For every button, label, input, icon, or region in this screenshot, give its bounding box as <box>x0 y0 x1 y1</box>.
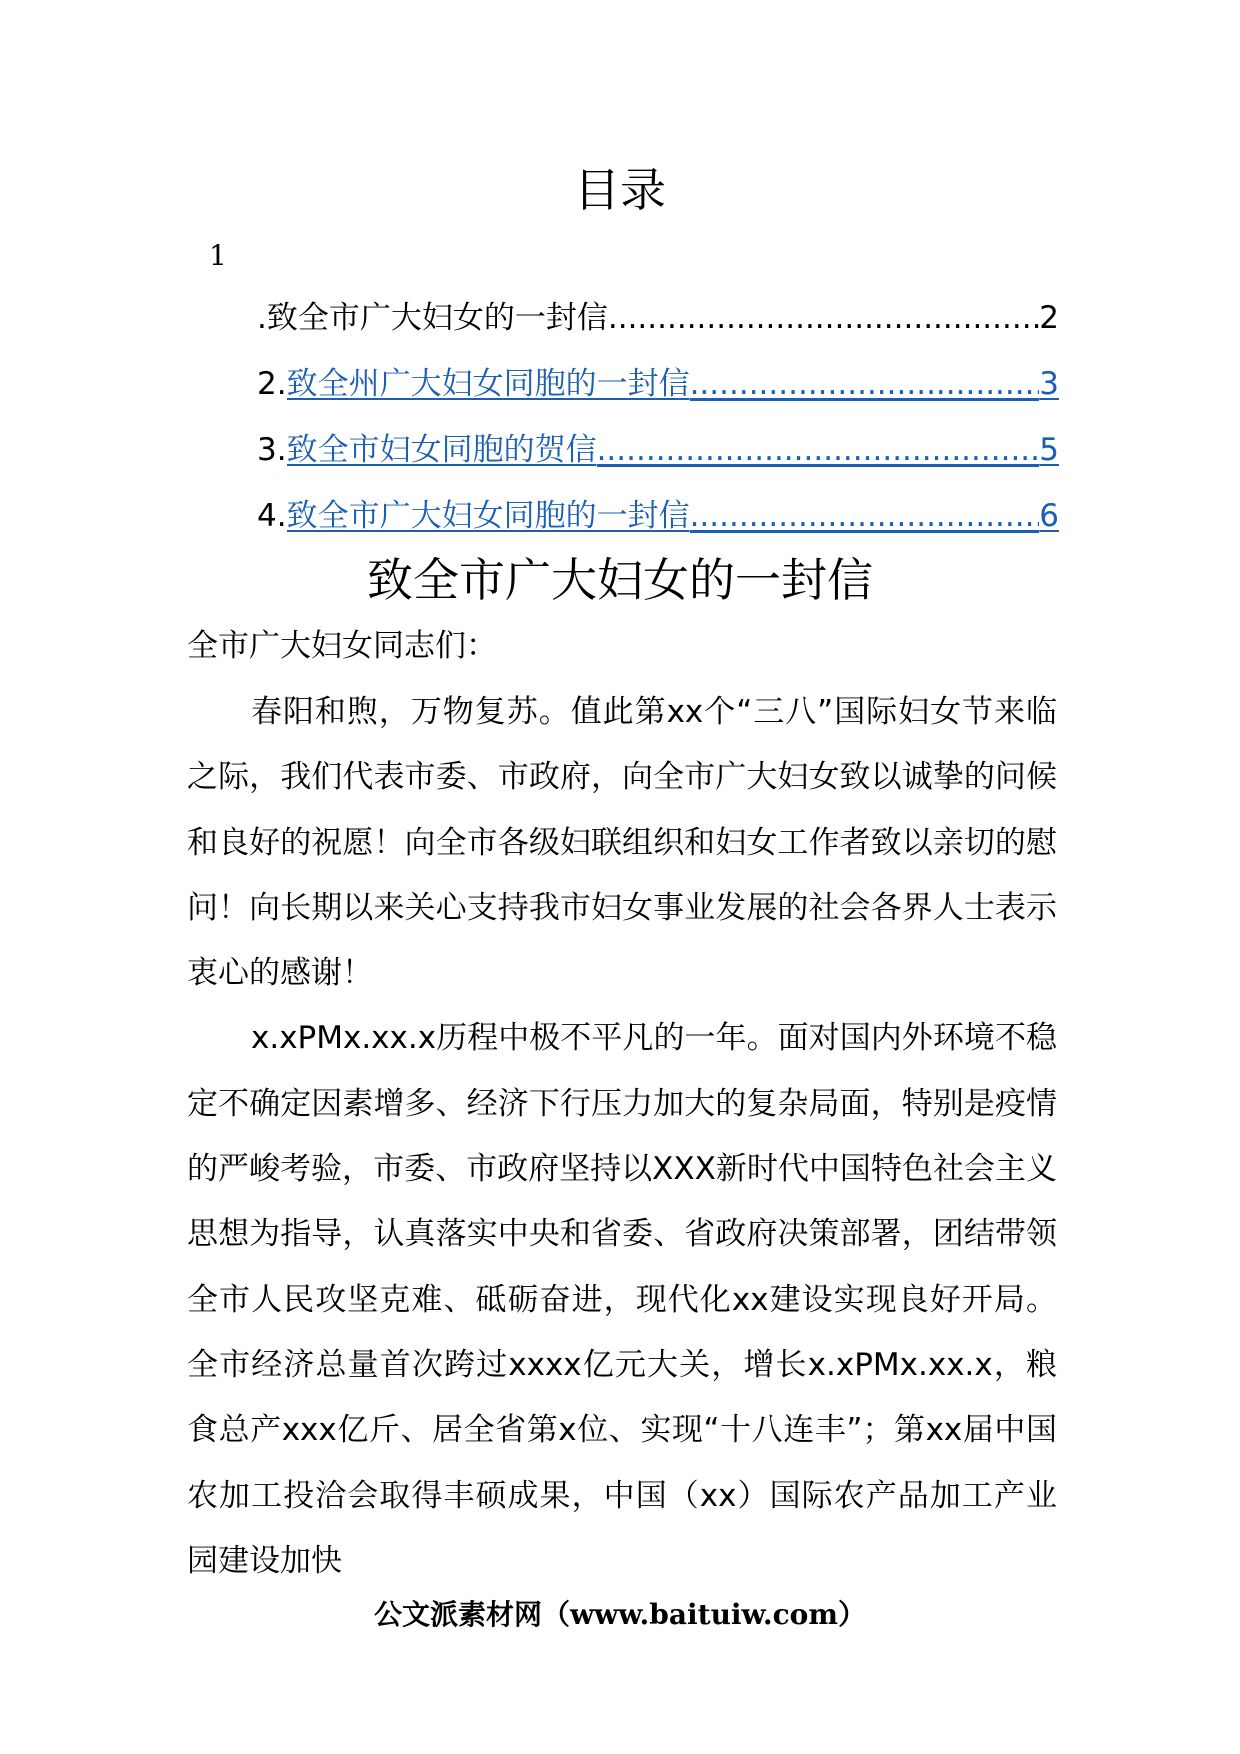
page-footer-watermark: 公文派素材网（www.baituiw.com） <box>374 1598 866 1631</box>
table-of-contents <box>257 296 1059 560</box>
toc-entry-title: 致全市广大妇女的一封信 <box>266 300 608 336</box>
toc-entry[interactable] <box>257 428 1059 494</box>
toc-entry-title: 致全市广大妇女同胞的一封信 <box>286 498 690 534</box>
toc-leader-dots <box>597 428 1040 472</box>
toc-leader-dots <box>690 362 1040 406</box>
toc-entry-page-number[interactable]: 6 <box>1039 498 1059 534</box>
toc-entry-number: 3. <box>257 432 287 468</box>
toc-entry <box>257 296 1059 362</box>
letter-paragraph: x.xPMx.xx.x历程中极不平凡的一年。面对国内外环境不稳定不确定因素增多、经济下行压力加大的复杂局面，特别是疫情的严峻考验，市委、市政府坚持以XXX新时代中国特色社会主义思想为指导，认真落实中央和省委、省政府决策部署，团结带领全市人民攻坚克难、砥砺奋进，现代化xx建设实现良好开局。全市经济总量首次跨过xxxx亿元大关，增长x.xPMx.xx.x，粮食总产xxx亿斤、居全省第x位、实现“十八连丰”；第xx届中国农加工投洽会取得丰硕成果，中国（xx）国际农产品加工产业园建设加快 <box>187 1020 1057 1579</box>
toc-entry-page-number[interactable]: 5 <box>1039 432 1059 468</box>
toc-entry-link[interactable] <box>287 428 1040 472</box>
letter-paragraph: 春阳和煦，万物复苏。值此第xx个“三八”国际妇女节来临之际，我们代表市委、市政府，向全市广大妇女致以诚挚的问候和良好的祝愿！向全市各级妇联组织和妇女工作者致以亲切的慰问！向长期以来关心支持我市妇女事业发展的社会各界人士表示衷心的感谢！ <box>187 694 1057 992</box>
toc-entry-page-number: 2 <box>1039 300 1059 336</box>
toc-entry-number: 4. <box>257 498 287 534</box>
toc-entry-number: . <box>257 300 267 336</box>
toc-entry-link[interactable] <box>287 362 1040 406</box>
toc-entry[interactable] <box>257 362 1059 428</box>
letter-title: 致全市广大妇女的一封信 <box>367 553 873 607</box>
letter-body <box>187 680 1057 1594</box>
toc-entry-link <box>267 296 1039 340</box>
toc-entry-link[interactable] <box>287 494 1040 538</box>
toc-entry-page-number[interactable]: 3 <box>1039 366 1059 402</box>
toc-title: 目录 <box>574 163 666 217</box>
toc-leader-dots <box>608 296 1039 340</box>
toc-entry-title: 致全州广大妇女同胞的一封信 <box>286 366 690 402</box>
letter-salutation: 全市广大妇女同志们： <box>187 628 497 664</box>
toc-entry-number: 2. <box>257 366 287 402</box>
toc-marker: 1 <box>209 239 227 272</box>
toc-entry-title: 致全市妇女同胞的贺信 <box>286 432 597 468</box>
toc-leader-dots <box>690 494 1040 538</box>
